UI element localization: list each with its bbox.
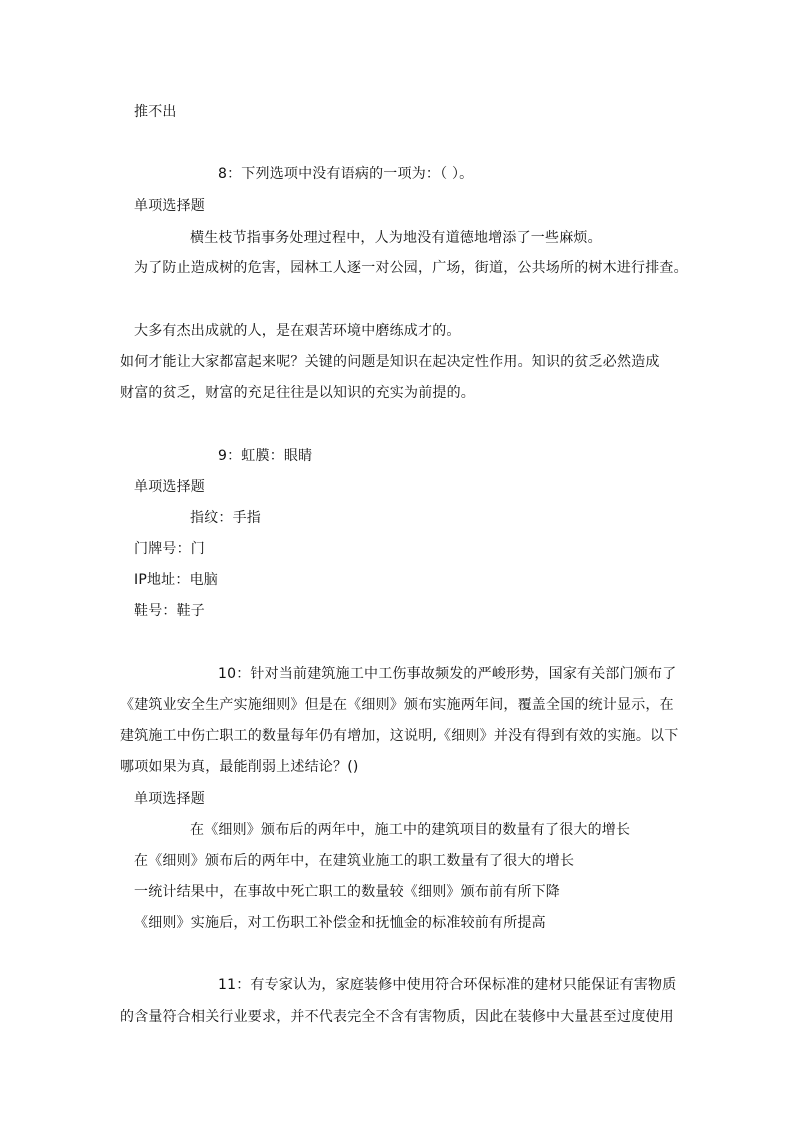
question-8-option-d-line-1: 如何才能让大家都富起来呢？关键的问题是知识在起决定性作用。知识的贫乏必然造成: [120, 354, 660, 370]
question-8-type: 单项选择题: [134, 198, 205, 214]
question-10-prompt-line-3: 建筑施工中伤亡职工的数量每年仍有增加，这说明,《细则》并没有得到有效的实施。以下: [120, 728, 679, 744]
question-9-option-c: IP地址：电脑: [134, 572, 218, 588]
question-10-prompt-line-2: 《建筑业安全生产实施细则》但是在《细则》颁布实施两年间，覆盖全国的统计显示，在: [120, 697, 674, 713]
question-10-prompt-line-4: 哪项如果为真，最能削弱上述结论？(): [120, 759, 359, 775]
question-10-option-c: 一统计结果中，在事故中死亡职工的数量较《细则》颁布前有所下降: [134, 884, 560, 900]
question-9-option-a: 指纹：手指: [190, 510, 261, 526]
question-8-prompt: 8：下列选项中没有语病的一项为：（ ）。: [218, 166, 474, 182]
question-9-option-d: 鞋号：鞋子: [134, 603, 205, 619]
question-8-option-d-line-2: 财富的贫乏，财富的充足往往是以知识的充实为前提的。: [120, 385, 475, 401]
question-11-prompt-line-2: 的含量符合相关行业要求，并不代表完全不含有害物质，因此在装修中大量甚至过度使用: [120, 1009, 674, 1025]
question-11-prompt-line-1: 11：有专家认为，家庭装修中使用符合环保标准的建材只能保证有害物质: [218, 977, 677, 993]
question-9-type: 单项选择题: [134, 479, 205, 495]
question-10-option-d: 《细则》实施后，对工伤职工补偿金和抚恤金的标准较前有所提高: [134, 915, 546, 931]
question-9-prompt: 9：虹膜：眼睛: [218, 448, 313, 464]
question-9-option-b: 门牌号：门: [134, 541, 205, 557]
question-10-prompt-line-1: 10：针对当前建筑施工中工伤事故频发的严峻形势，国家有关部门颁布了: [218, 666, 677, 682]
previous-question-last-option: 推不出: [134, 104, 177, 120]
question-8-option-a: 横生枝节指事务处理过程中，人为地没有道德地增添了一些麻烦。: [190, 230, 602, 246]
question-8-option-b: 为了防止造成树的危害，园林工人逐一对公园，广场，街道，公共场所的树木进行排查。: [134, 260, 688, 276]
question-8-option-c: 大多有杰出成就的人，是在艰苦环境中磨练成才的。: [134, 323, 461, 339]
question-10-type: 单项选择题: [134, 791, 205, 807]
question-10-option-b: 在《细则》颁布后的两年中，在建筑业施工的职工数量有了很大的增长: [134, 853, 575, 869]
question-10-option-a: 在《细则》颁布后的两年中，施工中的建筑项目的数量有了很大的增长: [190, 822, 631, 838]
